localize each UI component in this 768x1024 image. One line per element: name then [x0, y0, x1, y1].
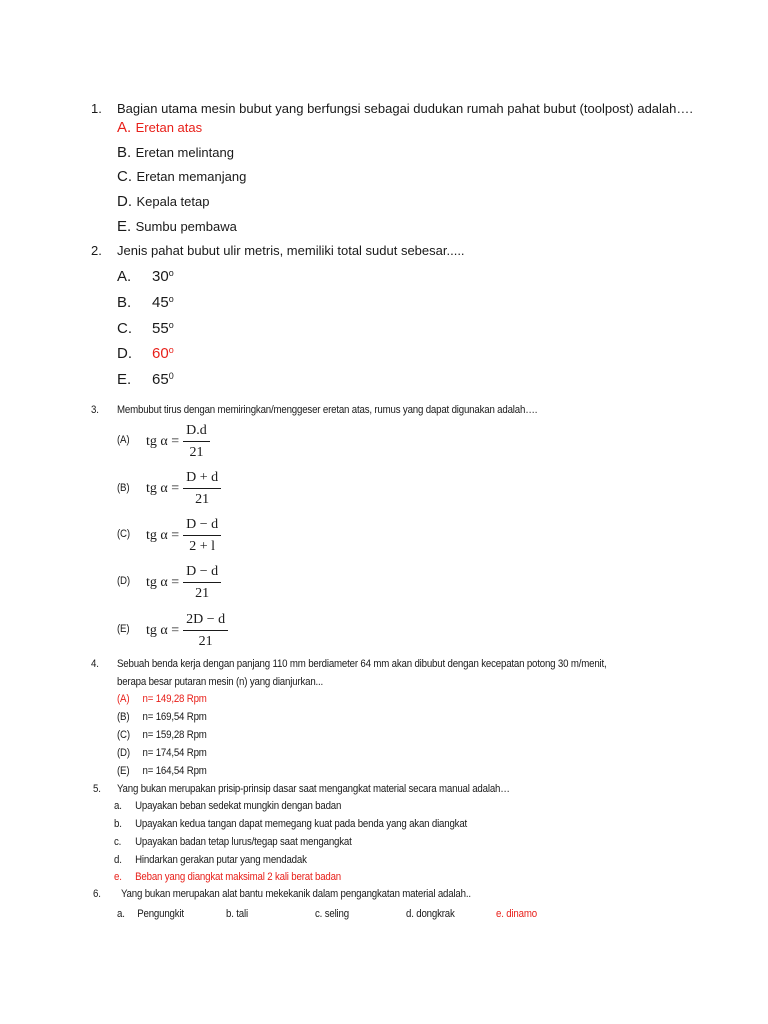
option-text: n= 159,28 Rpm — [142, 729, 207, 741]
option-d[interactable] — [117, 193, 209, 211]
question-number: 3. — [91, 404, 99, 416]
option-label: (A) — [117, 693, 130, 705]
question-number: 5. — [93, 783, 101, 795]
option-c[interactable] — [114, 836, 352, 848]
formula — [146, 470, 221, 508]
option-text: Eretan atas — [135, 120, 203, 135]
option-text: dinamo — [506, 908, 537, 920]
option-text: Sumbu pembawa — [135, 219, 237, 234]
option-letter: E. — [117, 218, 132, 235]
numerator: 2D − d — [183, 612, 228, 631]
option-label: c. — [315, 908, 323, 920]
option-d[interactable] — [117, 747, 207, 759]
option-label: (D) — [117, 575, 130, 587]
formula-lhs: tg α = — [146, 623, 180, 638]
question-text: Sebuah benda kerja dengan panjang 110 mm berdiameter 64 mm akan dibubut dengan kecepatan potong 30 m/menit, — [117, 658, 607, 670]
option-letter: A. — [117, 119, 132, 136]
option-label: b. — [226, 908, 234, 920]
question-number: 2. — [91, 243, 102, 258]
option-label: d. — [406, 908, 414, 920]
option-letter: B. — [117, 144, 132, 161]
formula — [146, 517, 221, 555]
option-letter: C. — [117, 168, 132, 185]
formula-lhs: tg α = — [146, 434, 180, 449]
option-value: 55$^o$ — [152, 320, 174, 337]
option-label: a. — [117, 908, 125, 920]
denominator: 21 — [195, 586, 210, 601]
option-label: d. — [114, 854, 122, 866]
question-text: Yang bukan merupakan prisip-prinsip dasar saat mengangkat material secara manual adalah… — [117, 783, 510, 795]
option-text: Upayakan badan tetap lurus/tegap saat mengangkat — [135, 836, 352, 848]
option-label: e. — [114, 871, 122, 883]
option-text: Eretan melintang — [135, 145, 234, 160]
option-a[interactable] — [117, 693, 207, 705]
formula — [146, 423, 210, 461]
option-label: (D) — [117, 747, 130, 759]
option-text: n= 149,28 Rpm — [142, 693, 207, 705]
option-text: dongkrak — [416, 908, 455, 920]
option-b[interactable] — [117, 711, 207, 723]
option-label: (E) — [117, 623, 130, 635]
option-label: (C) — [117, 528, 130, 540]
option-label: (A) — [117, 434, 130, 446]
option-b[interactable] — [226, 908, 248, 920]
option-letter: B. — [117, 294, 132, 311]
option-d[interactable] — [114, 854, 307, 866]
option-text: n= 164,54 Rpm — [142, 765, 207, 777]
question-text: Bagian utama mesin bubut yang berfungsi sebagai dudukan rumah pahat bubut (toolpost) adalah…. — [117, 101, 693, 116]
question-number: 1. — [91, 101, 102, 116]
option-b[interactable] — [114, 818, 468, 830]
option-label: (B) — [117, 711, 130, 723]
option-letter: A. — [117, 268, 132, 285]
option-b[interactable] — [117, 144, 234, 162]
question-number: 6. — [93, 888, 101, 900]
option-text: seling — [324, 908, 349, 920]
option-e[interactable] — [117, 765, 207, 777]
option-text: tali — [236, 908, 248, 920]
option-text: Beban yang diangkat maksimal 2 kali berat badan — [135, 871, 342, 883]
denominator: 21 — [198, 634, 213, 649]
option-value: 45$^o$ — [152, 294, 174, 311]
option-d[interactable] — [406, 908, 455, 920]
option-label: a. — [114, 800, 122, 812]
option-e[interactable] — [496, 908, 537, 920]
option-letter: D. — [117, 193, 132, 210]
option-e[interactable] — [114, 871, 342, 883]
question-text-cont: berapa besar putaran mesin (n) yang dianjurkan... — [117, 676, 324, 688]
formula-lhs: tg α = — [146, 528, 180, 543]
denominator: 21 — [195, 492, 210, 507]
denominator: 2 + l — [189, 539, 216, 554]
formula-lhs: tg α = — [146, 575, 180, 590]
question-text: Yang bukan merupakan alat bantu mekekanik dalam pengangkatan material adalah.. — [121, 888, 471, 900]
option-text: n= 174,54 Rpm — [142, 747, 207, 759]
question-text: Jenis pahat bubut ulir metris, memiliki total sudut sebesar..... — [117, 243, 465, 258]
option-text: Upayakan beban sedekat mungkin dengan badan — [135, 800, 342, 812]
numerator: D − d — [183, 564, 221, 583]
option-text: Pengungkit — [137, 908, 184, 920]
option-label: b. — [114, 818, 122, 830]
option-letter: E. — [117, 371, 132, 388]
question-text: Membubut tirus dengan memiringkan/menggeser eretan atas, rumus yang dapat digunakan adalah…. — [117, 404, 538, 416]
option-letter: C. — [117, 320, 132, 337]
option-label: c. — [114, 836, 122, 848]
option-text: Eretan memanjang — [136, 169, 247, 184]
denominator: 21 — [189, 445, 204, 460]
option-label: e. — [496, 908, 504, 920]
option-text: n= 169,54 Rpm — [142, 711, 207, 723]
numerator: D + d — [183, 470, 221, 489]
option-text: Hindarkan gerakan putar yang mendadak — [135, 854, 307, 866]
option-c[interactable] — [315, 908, 349, 920]
option-a[interactable] — [117, 119, 202, 137]
option-e[interactable] — [117, 218, 237, 236]
option-letter: D. — [117, 345, 132, 362]
numerator: D − d — [183, 517, 221, 536]
formula — [146, 612, 228, 650]
option-a[interactable] — [117, 908, 184, 920]
option-value: 30$^o$ — [152, 268, 174, 285]
option-value: 60$^o$ — [152, 345, 174, 362]
option-text: Kepala tetap — [136, 194, 210, 209]
option-c[interactable] — [117, 729, 207, 741]
option-c[interactable] — [117, 168, 246, 186]
option-a[interactable] — [114, 800, 342, 812]
option-label: (E) — [117, 765, 130, 777]
option-label: (C) — [117, 729, 130, 741]
option-label: (B) — [117, 482, 130, 494]
formula — [146, 564, 221, 602]
option-text: Upayakan kedua tangan dapat memegang kuat pada benda yang akan diangkat — [135, 818, 468, 830]
numerator: D.d — [183, 423, 210, 442]
formula-lhs: tg α = — [146, 481, 180, 496]
question-number: 4. — [91, 658, 99, 670]
option-value: $65^0$ — [152, 371, 174, 388]
